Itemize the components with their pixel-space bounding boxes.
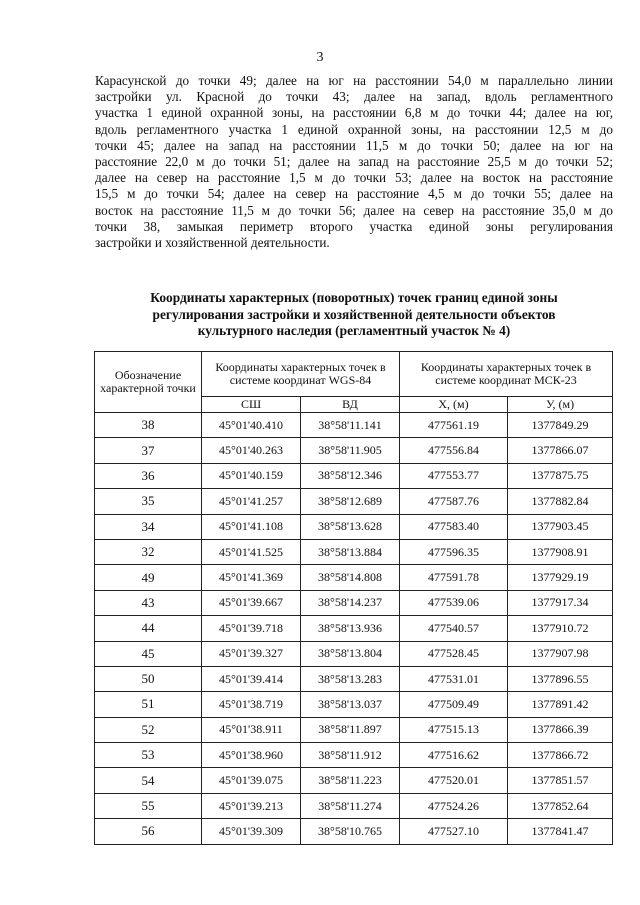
coordinates-table: [94, 351, 613, 845]
point-cell: 35: [95, 489, 202, 514]
table-title-line: регулирования застройки и хозяйственной деятельности объектов: [152, 306, 556, 322]
x-cell: 477561.19: [400, 413, 508, 438]
y-cell: 1377907.98: [508, 641, 613, 666]
longitude-cell: 38°58'13.283: [301, 666, 400, 691]
paragraph-line: расстояние 22,0 м до точки 51; далее на запад на расстояние 25,5 м до точки 52;: [95, 154, 613, 170]
x-cell: 477516.62: [400, 743, 508, 768]
latitude-cell: 45°01'39.075: [202, 768, 301, 793]
point-cell: 32: [95, 539, 202, 564]
table-row: [95, 793, 613, 818]
latitude-cell: 45°01'40.159: [202, 463, 301, 488]
paragraph-line: застройки и хозяйственной деятельности.: [95, 235, 330, 251]
x-cell: 477524.26: [400, 793, 508, 818]
paragraph-line: далее на север на расстояние 1,5 м до точки 53; далее на восток на расстояние: [95, 170, 613, 186]
paragraph-line: восток на расстояние 11,5 м до точки 56; далее на север на расстояние 35,0 м до: [95, 202, 613, 218]
point-cell: 51: [95, 692, 202, 717]
x-cell: 477553.77: [400, 463, 508, 488]
y-cell: 1377882.84: [508, 489, 613, 514]
latitude-cell: 45°01'38.719: [202, 692, 301, 717]
paragraph-line: застройки ул. Красной до точки 43; далее на запад, вдоль регламентного: [95, 89, 613, 105]
subheader-latitude: СШ: [202, 397, 301, 413]
point-cell: 37: [95, 438, 202, 463]
table-row: [95, 590, 613, 615]
table-title-line: Координаты характерных (поворотных) точек границ единой зоны: [150, 290, 558, 305]
paragraph-line: точки 38, замыкая периметр второго участка единой зоны регулирования: [95, 218, 613, 234]
longitude-cell: 38°58'13.037: [301, 692, 400, 717]
longitude-cell: 38°58'11.897: [301, 717, 400, 742]
latitude-cell: 45°01'39.213: [202, 793, 301, 818]
point-cell: 54: [95, 768, 202, 793]
latitude-cell: 45°01'39.718: [202, 616, 301, 641]
latitude-cell: 45°01'39.414: [202, 666, 301, 691]
table-title: [95, 290, 613, 340]
table-row: [95, 819, 613, 844]
point-cell: 43: [95, 590, 202, 615]
table-row: [95, 489, 613, 514]
subheader-x: X, (м): [400, 397, 508, 413]
latitude-cell: 45°01'41.369: [202, 565, 301, 590]
table-row: [95, 641, 613, 666]
latitude-cell: 45°01'40.263: [202, 438, 301, 463]
longitude-cell: 38°58'14.808: [301, 565, 400, 590]
y-cell: 1377929.19: [508, 565, 613, 590]
table-row: [95, 666, 613, 691]
longitude-cell: 38°58'13.804: [301, 641, 400, 666]
y-cell: 1377910.72: [508, 616, 613, 641]
point-cell: 34: [95, 514, 202, 539]
x-cell: 477556.84: [400, 438, 508, 463]
table-row: [95, 692, 613, 717]
subheader-y: У, (м): [508, 397, 613, 413]
x-cell: 477528.45: [400, 641, 508, 666]
y-cell: 1377866.72: [508, 743, 613, 768]
x-cell: 477515.13: [400, 717, 508, 742]
table-row: [95, 539, 613, 564]
longitude-cell: 38°58'13.884: [301, 539, 400, 564]
x-cell: 477509.49: [400, 692, 508, 717]
header-wgs84: Координаты характерных точек в системе координат WGS-84: [202, 352, 400, 397]
paragraph-line: вдоль регламентного участка 1 единой охранной зоны, на расстоянии 12,5 м до: [95, 121, 613, 137]
x-cell: 477527.10: [400, 819, 508, 844]
paragraph-line: точки 45; далее на запад на расстоянии 11,5 м до точки 50; далее на юг на: [95, 137, 613, 153]
x-cell: 477596.35: [400, 539, 508, 564]
page-number: 3: [316, 50, 324, 65]
latitude-cell: 45°01'39.667: [202, 590, 301, 615]
longitude-cell: 38°58'11.905: [301, 438, 400, 463]
y-cell: 1377852.64: [508, 793, 613, 818]
y-cell: 1377849.29: [508, 413, 613, 438]
header-msk23: Координаты характерных точек в системе координат МСК-23: [400, 352, 613, 397]
y-cell: 1377917.34: [508, 590, 613, 615]
latitude-cell: 45°01'38.911: [202, 717, 301, 742]
table-row: [95, 413, 613, 438]
table-row: [95, 463, 613, 488]
header-point-designation: Обозначение характерной точки: [95, 352, 202, 413]
latitude-cell: 45°01'39.309: [202, 819, 301, 844]
table-row: [95, 438, 613, 463]
y-cell: 1377903.45: [508, 514, 613, 539]
longitude-cell: 38°58'11.141: [301, 413, 400, 438]
y-cell: 1377891.42: [508, 692, 613, 717]
longitude-cell: 38°58'10.765: [301, 819, 400, 844]
x-cell: 477540.57: [400, 616, 508, 641]
subheader-longitude: ВД: [301, 397, 400, 413]
y-cell: 1377841.47: [508, 819, 613, 844]
y-cell: 1377908.91: [508, 539, 613, 564]
paragraph-line: участка 1 единой охранной зоны, на расстоянии 6,8 м до точки 44; далее на юг,: [95, 105, 613, 121]
table-row: [95, 514, 613, 539]
point-cell: 45: [95, 641, 202, 666]
latitude-cell: 45°01'41.257: [202, 489, 301, 514]
paragraph-line: 15,5 м до точки 54; далее на север на расстояние 4,5 м до точки 55; далее на: [95, 186, 613, 202]
longitude-cell: 38°58'11.274: [301, 793, 400, 818]
longitude-cell: 38°58'14.237: [301, 590, 400, 615]
longitude-cell: 38°58'12.689: [301, 489, 400, 514]
point-cell: 49: [95, 565, 202, 590]
y-cell: 1377875.75: [508, 463, 613, 488]
longitude-cell: 38°58'11.223: [301, 768, 400, 793]
y-cell: 1377866.39: [508, 717, 613, 742]
table-row: [95, 717, 613, 742]
point-cell: 55: [95, 793, 202, 818]
point-cell: 50: [95, 666, 202, 691]
latitude-cell: 45°01'41.108: [202, 514, 301, 539]
x-cell: 477587.76: [400, 489, 508, 514]
longitude-cell: 38°58'12.346: [301, 463, 400, 488]
longitude-cell: 38°58'13.628: [301, 514, 400, 539]
table-title-line: культурного наследия (регламентный участок № 4): [197, 323, 511, 339]
latitude-cell: 45°01'38.960: [202, 743, 301, 768]
x-cell: 477583.40: [400, 514, 508, 539]
longitude-cell: 38°58'11.912: [301, 743, 400, 768]
x-cell: 477520.01: [400, 768, 508, 793]
y-cell: 1377851.57: [508, 768, 613, 793]
latitude-cell: 45°01'41.525: [202, 539, 301, 564]
latitude-cell: 45°01'40.410: [202, 413, 301, 438]
point-cell: 52: [95, 717, 202, 742]
point-cell: 44: [95, 616, 202, 641]
y-cell: 1377866.07: [508, 438, 613, 463]
point-cell: 56: [95, 819, 202, 844]
table-row: [95, 743, 613, 768]
x-cell: 477591.78: [400, 565, 508, 590]
y-cell: 1377896.55: [508, 666, 613, 691]
table-row: [95, 768, 613, 793]
table-row: [95, 616, 613, 641]
x-cell: 477531.01: [400, 666, 508, 691]
point-cell: 38: [95, 413, 202, 438]
body-paragraph: [95, 73, 613, 251]
point-cell: 36: [95, 463, 202, 488]
longitude-cell: 38°58'13.936: [301, 616, 400, 641]
point-cell: 53: [95, 743, 202, 768]
latitude-cell: 45°01'39.327: [202, 641, 301, 666]
x-cell: 477539.06: [400, 590, 508, 615]
paragraph-line: Карасунской до точки 49; далее на юг на расстоянии 54,0 м параллельно линии: [95, 73, 613, 88]
table-row: [95, 565, 613, 590]
